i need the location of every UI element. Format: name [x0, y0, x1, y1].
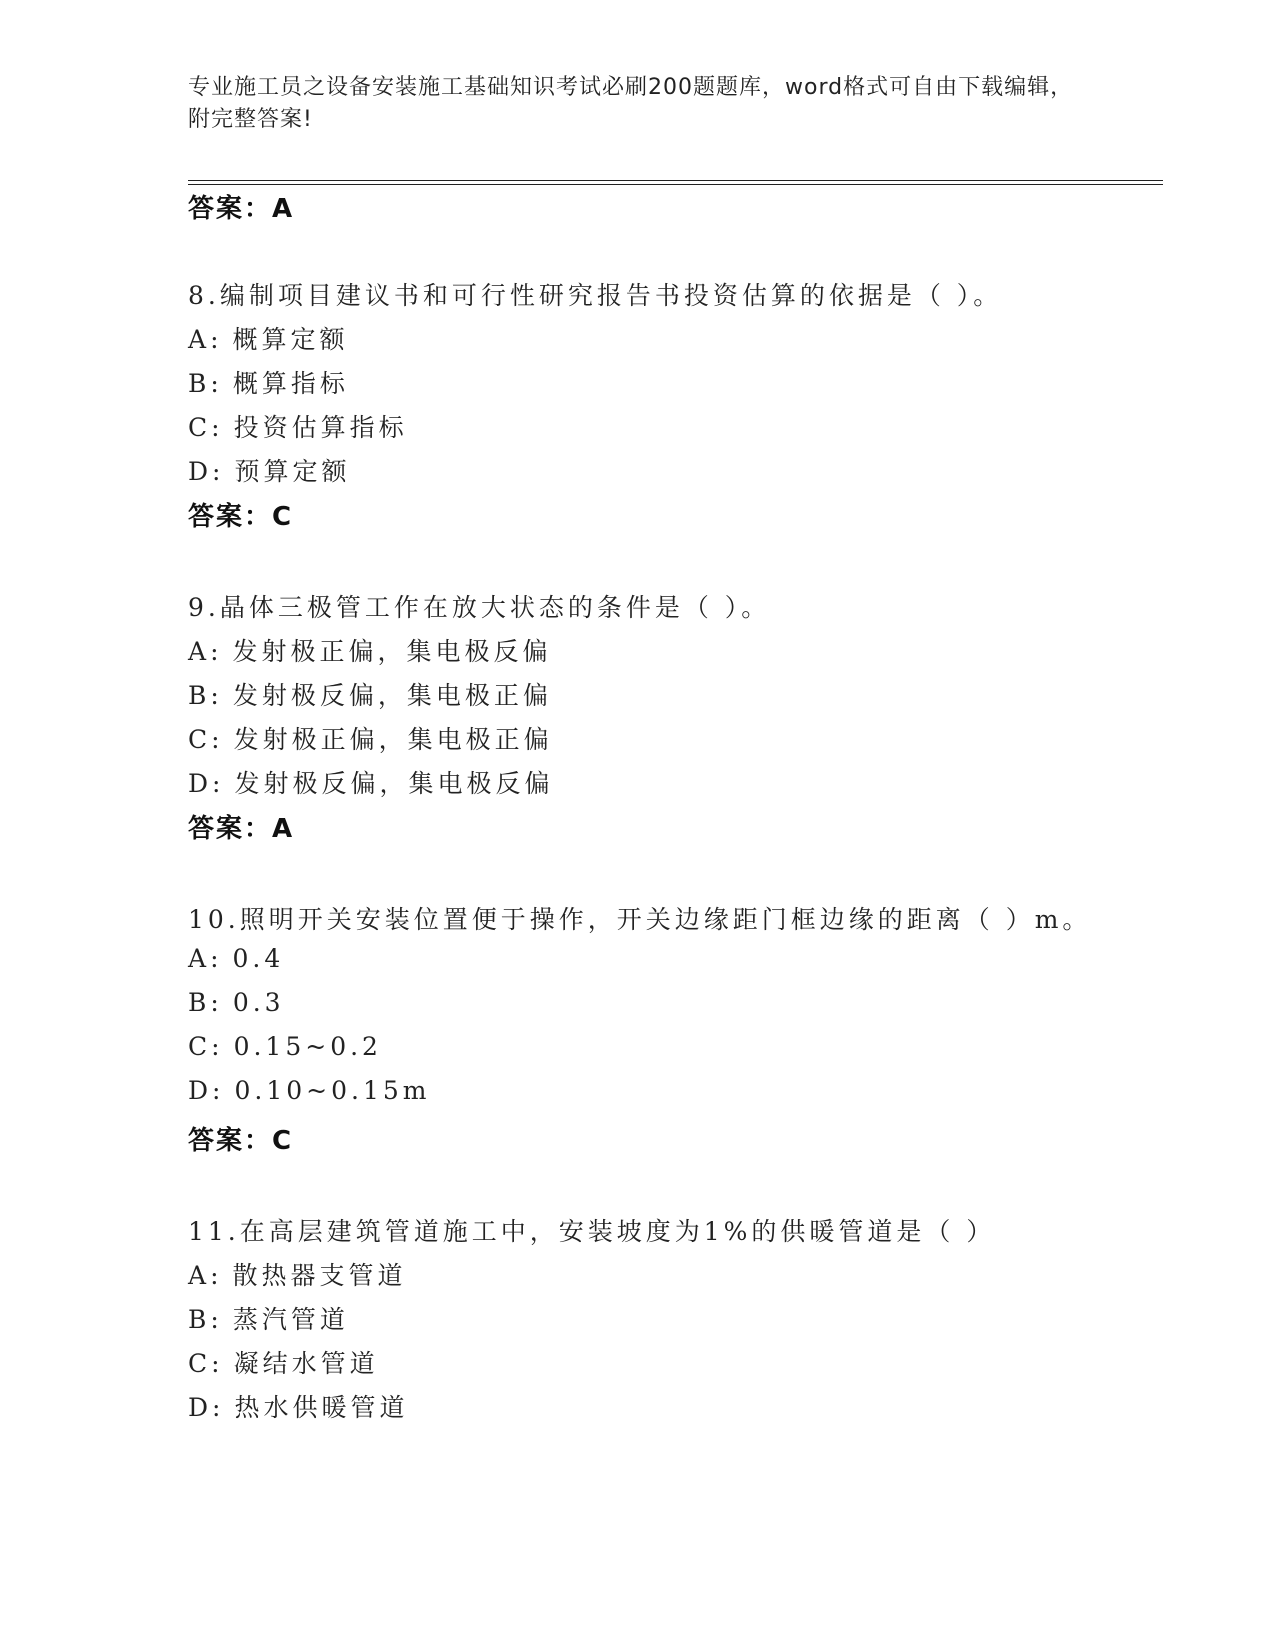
answer-value: C — [272, 1126, 294, 1156]
option-key: A — [188, 1261, 211, 1290]
option-key: D — [188, 1076, 213, 1105]
document-title: 专业施工员之设备安装施工基础知识考试必刷200题题库，word格式可自由下载编辑，附完整答案! — [188, 75, 1074, 132]
option-text: 0.3 — [232, 988, 285, 1017]
option-d: D: 预算定额 — [188, 457, 351, 486]
question-10 — [188, 900, 1091, 936]
option-text: 概算指标 — [232, 369, 349, 398]
option-a: A: 概算定额 — [188, 325, 349, 354]
header-rule-top — [188, 180, 1163, 181]
option-text: 凝结水管道 — [233, 1349, 379, 1378]
option-key: C — [188, 1032, 212, 1061]
option-key: A — [188, 637, 211, 666]
question-text: 照明开关安装位置便于操作，开关边缘距门框边缘的距离（ ）m。 — [239, 905, 1092, 934]
option-key: A — [188, 325, 211, 354]
option-text: 0.10~0.15m — [234, 1076, 431, 1105]
question-11 — [188, 1212, 995, 1248]
option-text: 发射极正偏，集电极反偏 — [232, 637, 552, 666]
answer-line — [188, 808, 294, 845]
option-d: D: 0.10~0.15m — [188, 1076, 431, 1105]
document-header — [188, 72, 1088, 136]
answer-line — [188, 496, 293, 533]
option-key: D — [188, 769, 213, 798]
option-text: 0.4 — [232, 944, 285, 973]
answer-label: 答案： — [188, 194, 273, 224]
option-key: C — [188, 1349, 212, 1378]
option-key: D — [188, 457, 213, 486]
option-key: A — [188, 944, 211, 973]
answer-value: C — [272, 502, 294, 532]
option-key: C — [188, 725, 212, 754]
answer-line — [188, 188, 294, 225]
option-key: B — [188, 988, 211, 1017]
option-key: D — [188, 1393, 213, 1422]
answer-label: 答案： — [188, 814, 273, 844]
option-text: 蒸汽管道 — [232, 1305, 349, 1334]
question-number: 9. — [188, 593, 220, 622]
option-d: D: 热水供暖管道 — [188, 1393, 409, 1422]
option-a: A: 散热器支管道 — [188, 1261, 407, 1290]
option-text: 发射极反偏，集电极反偏 — [234, 769, 554, 798]
option-c: C: 投资估算指标 — [188, 413, 408, 442]
question-number: 8. — [188, 281, 220, 310]
option-text: 散热器支管道 — [232, 1261, 407, 1290]
header-rule-bottom — [188, 184, 1163, 185]
answer-line — [188, 1120, 293, 1157]
question-number: 10. — [188, 905, 240, 934]
question-9 — [188, 588, 770, 624]
option-text: 发射极正偏，集电极正偏 — [233, 725, 553, 754]
option-key: B — [188, 369, 211, 398]
option-b: B: 0.3 — [188, 988, 285, 1017]
question-8 — [188, 276, 1002, 312]
answer-value: A — [272, 194, 295, 224]
option-c: C: 0.15~0.2 — [188, 1032, 382, 1061]
option-b: B: 发射极反偏，集电极正偏 — [188, 681, 552, 710]
option-a: A: 0.4 — [188, 944, 285, 973]
option-c: C: 发射极正偏，集电极正偏 — [188, 725, 553, 754]
option-key: B — [188, 681, 211, 710]
option-c: C: 凝结水管道 — [188, 1349, 379, 1378]
answer-value: A — [272, 814, 295, 844]
question-number: 11. — [188, 1217, 240, 1246]
option-d: D: 发射极反偏，集电极反偏 — [188, 769, 554, 798]
option-text: 概算定额 — [232, 325, 349, 354]
option-text: 预算定额 — [234, 457, 351, 486]
question-text: 晶体三极管工作在放大状态的条件是（ ）。 — [219, 593, 771, 622]
answer-label: 答案： — [188, 1126, 273, 1156]
option-b: B: 蒸汽管道 — [188, 1305, 349, 1334]
option-key: C — [188, 413, 212, 442]
answer-label: 答案： — [188, 502, 273, 532]
option-text: 发射极反偏，集电极正偏 — [232, 681, 552, 710]
option-text: 0.15~0.2 — [233, 1032, 382, 1061]
question-text: 编制项目建议书和可行性研究报告书投资估算的依据是（ ）。 — [219, 281, 1003, 310]
option-text: 投资估算指标 — [233, 413, 408, 442]
question-text: 在高层建筑管道施工中，安装坡度为1%的供暖管道是（ ） — [239, 1217, 996, 1246]
option-key: B — [188, 1305, 211, 1334]
option-text: 热水供暖管道 — [234, 1393, 409, 1422]
option-a: A: 发射极正偏，集电极反偏 — [188, 637, 552, 666]
option-b: B: 概算指标 — [188, 369, 349, 398]
